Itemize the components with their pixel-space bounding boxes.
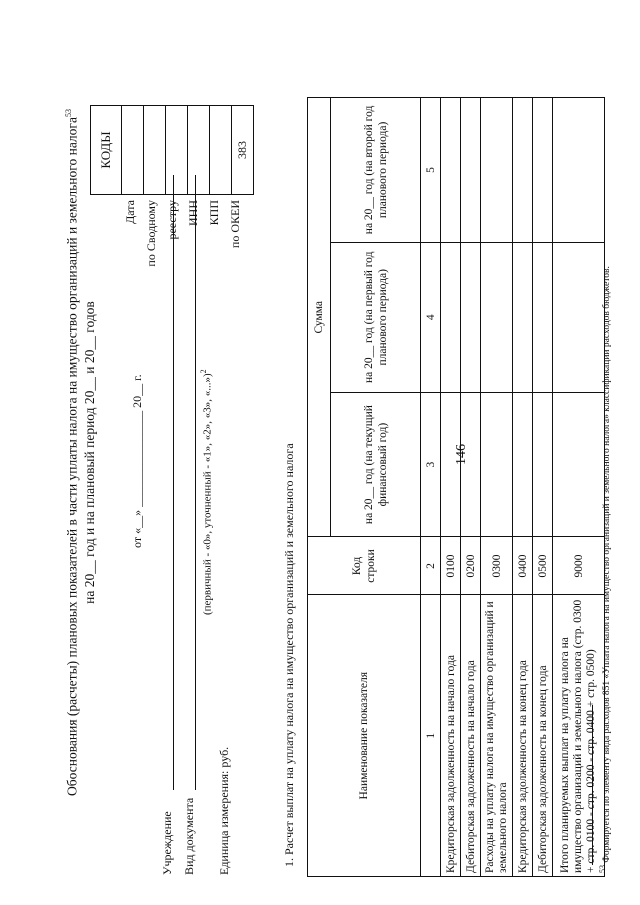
code-inn-cell	[188, 106, 210, 194]
col-header-second: на 20__ год (на второй год планового периода)	[331, 98, 421, 243]
row-name: Кредиторская задолженность на начало года	[441, 595, 461, 877]
col-num-2: 2	[421, 537, 441, 595]
col-header-first: на 20__ год (на первый год планового периода)	[331, 242, 421, 392]
codes-labels	[120, 200, 246, 305]
label-okei: по ОКЕИ	[228, 200, 242, 249]
table-row	[481, 98, 513, 877]
col-header-name: Наименование показателя	[308, 595, 421, 877]
field-institution-label: Учреждение	[160, 811, 174, 875]
row-name: Кредиторская задолженность на конец года	[513, 595, 533, 877]
table-row	[441, 98, 461, 877]
value-cell	[513, 392, 533, 537]
row-name: Итого планируемых выплат на уплату налога на имущество организаций и земельного налога (стр. 0300 + стр. 0100 - стр. 0200 - стр. 0400 + стр. 0500)	[553, 595, 605, 877]
col-num-1: 1	[421, 595, 441, 877]
value-cell	[461, 242, 481, 392]
label-kpp: КПП	[207, 200, 221, 226]
codes-box	[90, 105, 254, 195]
value-cell	[481, 98, 513, 243]
row-code: 0400	[513, 537, 533, 595]
col-header-current: на 20__ год (на текущий финансовый год)	[331, 392, 421, 537]
row-code: 0300	[481, 537, 513, 595]
codes-header: КОДЫ	[91, 106, 122, 194]
footnote-text: Формируется по элементу вида расходов 851 «Уплата налога на имущество организаций и земельного налога» классификации расходов бюджетов.	[602, 266, 613, 863]
value-cell	[533, 242, 553, 392]
value-cell	[513, 98, 533, 243]
value-cell	[553, 392, 605, 537]
label-reestr: реестру	[165, 200, 179, 240]
table-row	[533, 98, 553, 877]
calculation-table	[307, 97, 605, 877]
code-reestr-cell	[166, 106, 188, 194]
field-doctype-label: Вид документа	[182, 797, 196, 875]
col-header-sum: Сумма	[308, 98, 331, 537]
title-footnote-marker: 53	[64, 109, 73, 118]
code-kpp-cell	[210, 106, 232, 194]
institution-line	[173, 175, 174, 790]
value-cell	[553, 98, 605, 243]
value-cell	[481, 242, 513, 392]
value-cell	[441, 242, 461, 392]
value-cell	[441, 98, 461, 243]
value-cell	[533, 392, 553, 537]
label-svodny: по Сводному	[144, 200, 158, 267]
unit-of-measure: Единица измерения: руб.	[217, 746, 231, 875]
doctype-hint	[199, 369, 214, 615]
doctype-hint-text: (первичный - «0», уточненный - «1», «2», «3», «...»)	[201, 373, 214, 615]
row-code: 0200	[461, 537, 481, 595]
footnote	[598, 266, 612, 873]
code-date-cell	[122, 106, 144, 194]
code-svodny-cell	[144, 106, 166, 194]
col-num-3: 3	[421, 392, 441, 537]
col-num-5: 5	[421, 98, 441, 243]
value-cell	[481, 392, 513, 537]
document-title-text: Обоснования (расчеты) плановых показателей в части уплаты налога на имущество организаций и земельного налога	[64, 117, 80, 796]
value-cell	[513, 242, 533, 392]
page-number: 146	[454, 444, 469, 465]
row-code: 9000	[553, 537, 605, 595]
document-title	[64, 0, 81, 905]
section-heading: 1. Расчет выплат на уплату налога на имущество организаций и земельного налога	[282, 443, 296, 867]
table-row	[461, 98, 481, 877]
row-code: 0100	[441, 537, 461, 595]
row-name: Дебиторская задолженность на конец года	[533, 595, 553, 877]
value-cell	[461, 98, 481, 243]
code-okei-value: 383	[235, 141, 249, 159]
value-cell	[461, 392, 481, 537]
table-row-total	[553, 98, 605, 877]
row-code: 0500	[533, 537, 553, 595]
footnote-rule	[592, 705, 593, 865]
col-num-4: 4	[421, 242, 441, 392]
value-cell	[553, 242, 605, 392]
table-row	[513, 98, 533, 877]
row-name: Дебиторская задолженность на начало года	[461, 595, 481, 877]
value-cell	[533, 98, 553, 243]
footnote-marker: 53	[598, 865, 607, 873]
label-inn: ИНН	[186, 200, 200, 226]
row-name: Расходы на уплату налога на имущество организаций и земельного налога	[481, 595, 513, 877]
doctype-line	[195, 175, 196, 790]
document-date: от «__» ________________ 20__ г.	[130, 374, 144, 548]
document-period: на 20__ год и на плановый период 20__ и 20__ годов	[82, 301, 97, 604]
label-date: Дата	[123, 200, 137, 224]
col-header-code: Код строки	[308, 537, 421, 595]
value-cell	[441, 392, 461, 537]
doctype-hint-marker: 2	[199, 369, 208, 374]
